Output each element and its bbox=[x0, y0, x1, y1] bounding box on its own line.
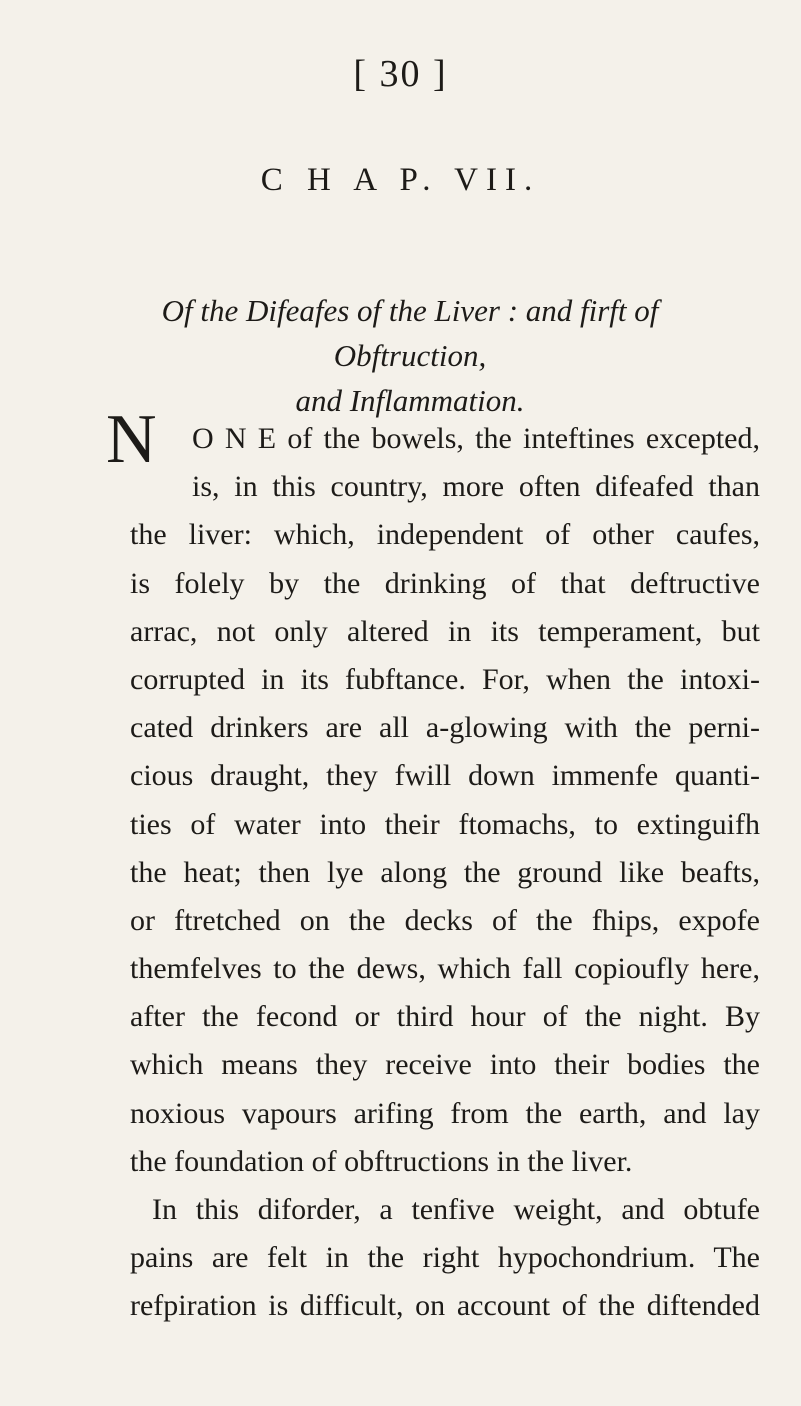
text-line: or ftretched on the decks of the fhips, expofe bbox=[130, 903, 760, 937]
text-line: cious draught, they fwill down immenfe quanti- bbox=[130, 759, 760, 793]
text-line: the heat; then lye along the ground like beafts, bbox=[130, 855, 760, 889]
text-line: which means they receive into their bodies the bbox=[130, 1048, 760, 1082]
text-line: pains are felt in the right hypochondrium. The bbox=[130, 1241, 760, 1275]
chapter-title-line: and Inflammation. bbox=[295, 383, 525, 418]
text-line: arrac, not only altered in its temperament, but bbox=[130, 614, 760, 648]
text-line: the liver: which, independent of other caufes, bbox=[130, 518, 760, 552]
chapter-title-line: Of the Difeafes of the Liver : and firft of Obftruction, bbox=[161, 293, 659, 373]
body-text bbox=[130, 415, 760, 1331]
text-line: noxious vapours arifing from the earth, and lay bbox=[130, 1096, 760, 1130]
drop-cap: N bbox=[106, 401, 157, 478]
text-line: cated drinkers are all a-glowing with the perni- bbox=[130, 711, 760, 745]
text-line: refpiration is difficult, on account of the diftended bbox=[130, 1289, 760, 1323]
text-line: corrupted in its fubftance. For, when the intoxi- bbox=[130, 662, 760, 696]
text-line: is folely by the drinking of that deftructive bbox=[130, 566, 760, 600]
text-line: In this diforder, a tenfive weight, and obtufe bbox=[152, 1193, 760, 1226]
text-line: ties of water into their ftomachs, to extinguifh bbox=[130, 807, 760, 841]
chapter-title bbox=[100, 288, 720, 423]
text-line: is, in this country, more often difeafed than bbox=[192, 470, 760, 504]
chapter-heading: C H A P. VII. bbox=[260, 162, 541, 198]
text-line: themfelves to the dews, which fall copioufly here, bbox=[130, 952, 760, 986]
text-line: the foundation of obftructions in the liver. bbox=[130, 1144, 633, 1178]
text-line: after the fecond or third hour of the night. By bbox=[130, 1000, 760, 1034]
text-line: O N E of the bowels, the inteftines excepted, bbox=[192, 422, 760, 455]
page-number: [ 30 ] bbox=[353, 53, 448, 95]
